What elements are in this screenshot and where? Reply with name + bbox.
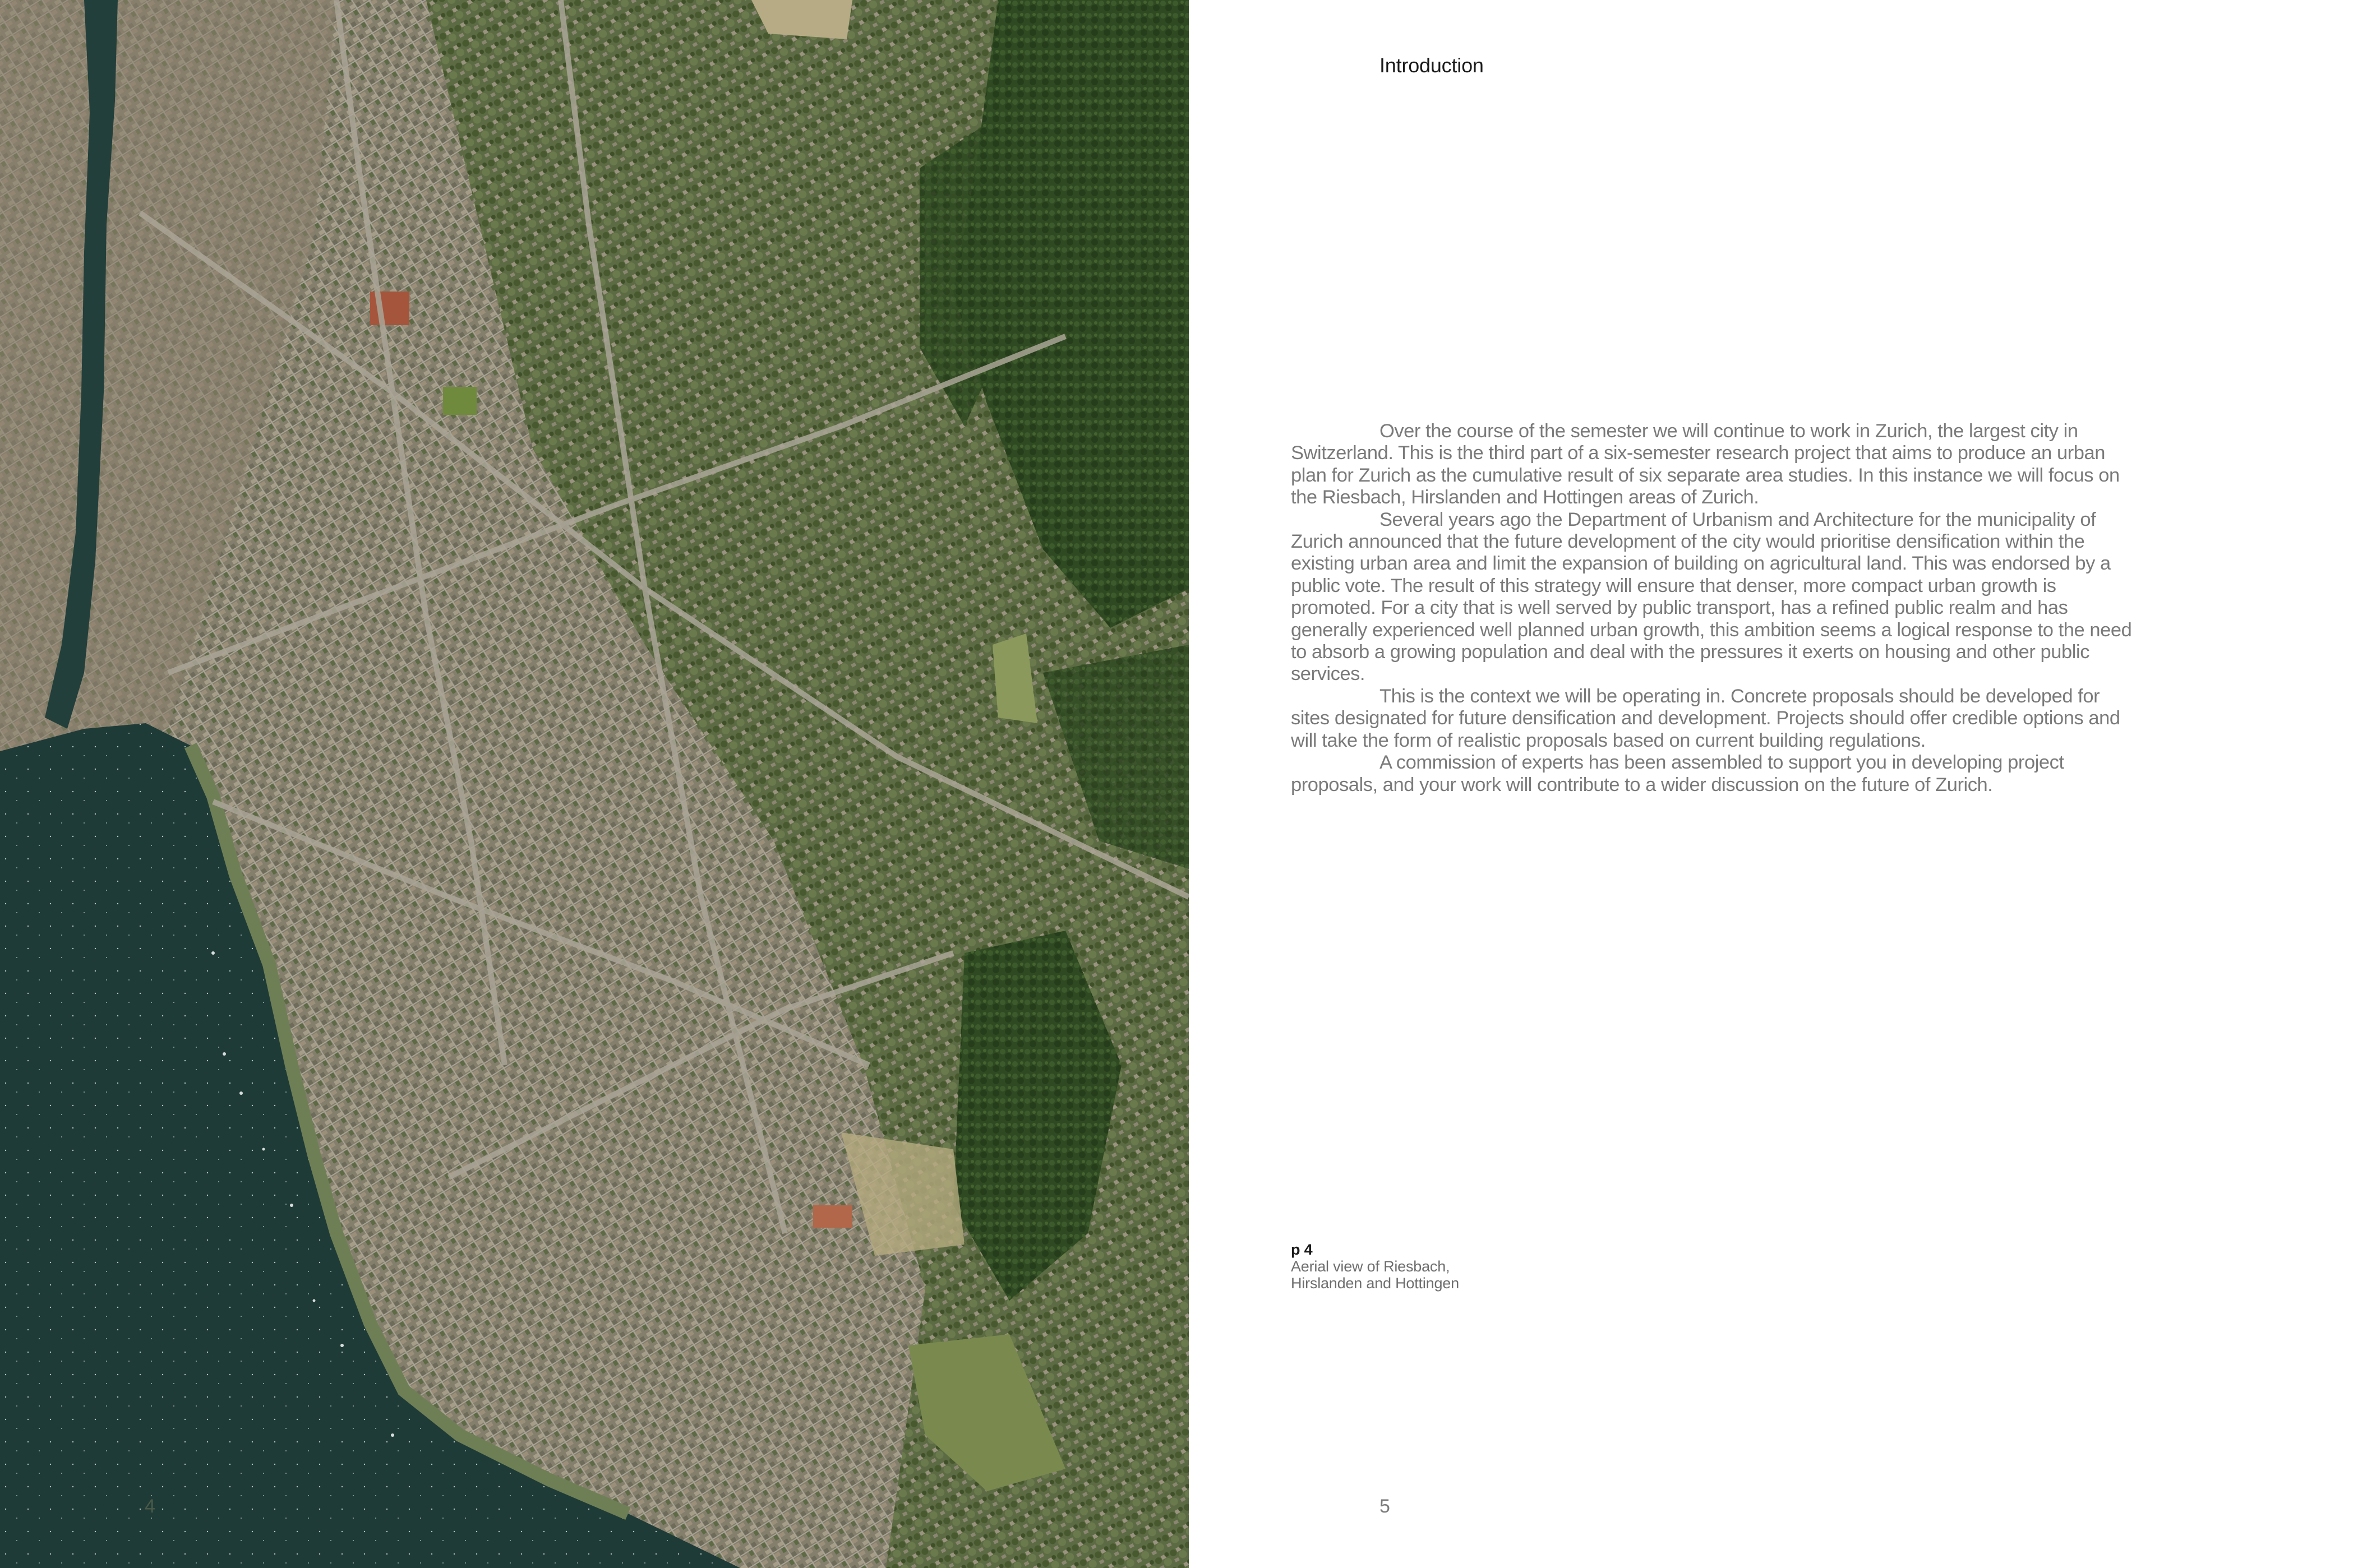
body-text xyxy=(1291,420,2132,796)
right-page-number: 5 xyxy=(1379,1496,1390,1517)
paragraph: Over the course of the semester we will continue to work in Zurich, the largest city in Switzerland. This is the third part of a six-semester research project that aims to produce an urban plan for Zurich as the cumulative result of six separate area studies. In this instance we will focus on the Riesbach, Hirslanden and Hottingen areas of Zurich. xyxy=(1291,420,2120,508)
caption-reference: p 4 xyxy=(1291,1241,1313,1258)
section-title: Introduction xyxy=(1379,54,1484,77)
caption-text: Aerial view of Riesbach, Hirslanden and Hottingen xyxy=(1291,1258,1459,1292)
left-page-number: 4 xyxy=(145,1496,155,1517)
paragraph: This is the context we will be operating in. Concrete proposals should be developed for sites designated for future densification and development. Projects should offer credible options and will take the form of realistic proposals based on current building regulations. xyxy=(1291,685,2120,751)
paragraph: Several years ago the Department of Urbanism and Architecture for the municipality of Zurich announced that the future development of the city would prioritise densification within the existing urban area and limit the expansion of building on agricultural land. This was endorsed by a public vote. The result of this strategy will ensure that denser, more compact urban growth is promoted. For a city that is well served by public transport, has a refined public realm and has generally experienced well planned urban growth, this ambition seems a logical response to the need to absorb a growing population and deal with the pressures it exerts on housing and other public services. xyxy=(1291,508,2132,685)
figure-caption xyxy=(1291,1241,1627,1292)
right-page xyxy=(1189,0,2367,1568)
paragraph: A commission of experts has been assembled to support you in developing project proposals, and your work will contribute to a wider discussion on the future of Zurich. xyxy=(1291,752,2064,795)
